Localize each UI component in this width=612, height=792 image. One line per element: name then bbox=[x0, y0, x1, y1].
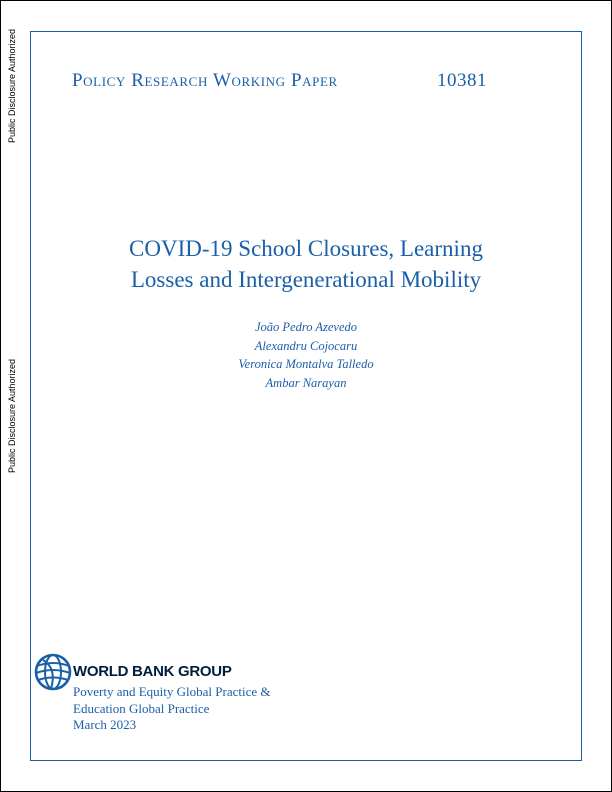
paper-title-line-2: Losses and Intergenerational Mobility bbox=[130, 267, 482, 292]
footer-practice-2: Education Global Practice bbox=[73, 700, 210, 716]
author-name: Alexandru Cojocaru bbox=[254, 338, 358, 353]
publisher-brand: WORLD BANK GROUP bbox=[73, 663, 232, 680]
paper-title-line-1: COVID-19 School Closures, Learning bbox=[129, 236, 483, 261]
author-name: Ambar Narayan bbox=[265, 375, 347, 390]
footer-info bbox=[73, 684, 270, 734]
disclosure-label-top: Public Disclosure Authorized bbox=[7, 28, 17, 144]
paper-title bbox=[60, 233, 552, 295]
footer-practice-1: Poverty and Equity Global Practice & bbox=[73, 684, 271, 699]
author-name: João Pedro Azevedo bbox=[254, 320, 358, 334]
disclosure-label-bottom: Public Disclosure Authorized bbox=[7, 358, 17, 474]
author-name: Veronica Montalva Talledo bbox=[238, 357, 374, 371]
world-bank-globe-icon bbox=[33, 652, 73, 692]
cover-frame bbox=[30, 31, 582, 761]
series-name: Policy Research Working Paper bbox=[72, 70, 338, 91]
series-number: 10381 bbox=[437, 70, 487, 91]
author-list bbox=[156, 318, 456, 392]
publication-date: March 2023 bbox=[73, 717, 137, 732]
